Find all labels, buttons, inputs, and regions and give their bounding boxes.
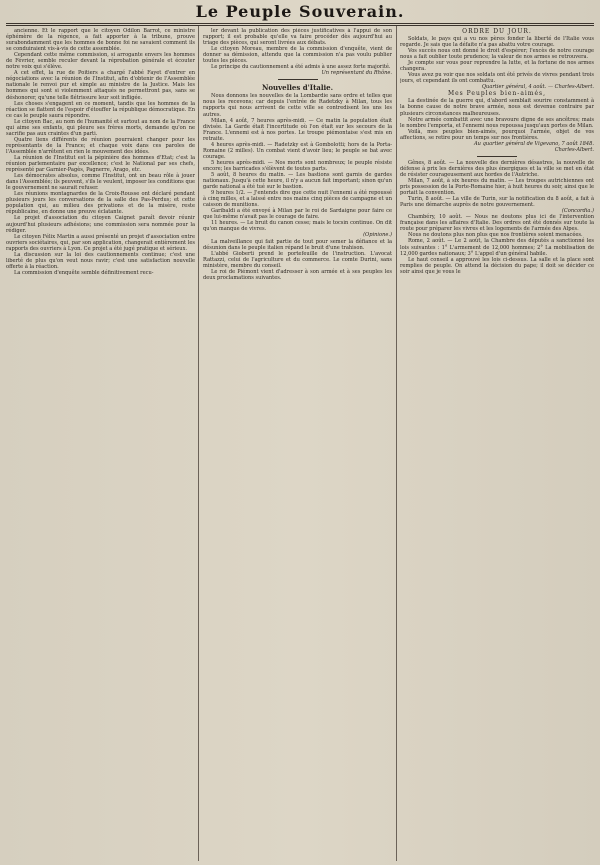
masthead-title: Le Peuple Souverain. bbox=[195, 2, 405, 21]
paragraph: Le principe du cautionnement a été admis à une assez forte majorité. bbox=[211, 64, 391, 71]
paragraph: Les démocrates absolus, comme l'Institut, ont un beau rôle à jouer dans l'Assemblée; ils peuvent, s'ils le veulent, imposer les conditions que le gouvernement ne saurait refuser. bbox=[6, 173, 195, 192]
paragraph: Vos succès nous ont donné le droit d'espérer; l'excès de notre courage nous a fait oublier toute prudence; la valeur de nos armes se retrouvera. bbox=[400, 48, 594, 61]
paragraph: Notre armée combattit avec une bravoure digne de ses ancêtres; mais le nombre l'emporta, et l'ennemi nous repoussa jusqu'aux portes de Milan. bbox=[400, 116, 594, 129]
paragraph: Le haut conseil a approuvé les lois ci-dessus. La salle et la place sont remplies de peuple. On attend la décision du pape; il doit se décider ce soir ainsi que je vous le bbox=[400, 256, 594, 275]
paragraph: L'abbé Gioberti prend le portefeuille de l'instruction. L'avocat Rattazzi, celui de l'agriculture et du commerce. Le comte Durini, sans ministère, membre du conseil. bbox=[203, 250, 392, 269]
column-divider bbox=[198, 26, 199, 861]
column-3 bbox=[400, 28, 594, 861]
paragraph: Quatre liens différents de réunion pourraient changer pour les représentants de la France; et chaque voix dans ces paroles de l'Assemblée n'arrêtent en rien le mouvement des idées. bbox=[6, 136, 195, 155]
section-rule bbox=[278, 79, 318, 80]
paragraph: ler devant la publication des pièces justificatives à l'appui de son rapport; il est probable qu'elle va faire procéder dès aujourd'hui au triage des pièces, qui seront livrées aux débats. bbox=[203, 28, 392, 47]
paragraph: Chambéry, 10 août. — Nous ne doutons plus ici de l'intervention française dans les affaires d'Italie. Des ordres ont été donnés sur toute la route pour préparer les vivres et les logements de l'armée des Alpes. bbox=[400, 214, 594, 233]
paragraph: Le roi de Piémont vient d'adresser à son armée et à ses peuples les deux proclamations suivantes. bbox=[203, 268, 392, 281]
source-credit: (Opinione.) bbox=[363, 232, 392, 239]
paragraph: Je compte sur vous pour reprendre la lutte, et la fortune de nos armes changera. bbox=[400, 60, 594, 73]
paragraph: La réunion de l'Institut est la pépinière des hommes d'Etat; c'est la réunion parlementaire par excellence; c'est le National par ses chefs, représenté par Garnier-Pagès, Pagnerre, Arago, etc. bbox=[6, 154, 195, 174]
paragraph: La discussion sur la loi des cautionnements continue; c'est une liberté de plus qu'on veut nous ravir; c'est une satisfaction nouvelle offerte à la réaction. bbox=[6, 251, 195, 270]
paragraph: ancienne. Et le rapport que le citoyen Odilon Barrot, ce ministre éphémère de la régence, a fait apporter à la tribune, prouve surabondamment que les hommes de bonne foi ne savaient comment ils se conduiraient vis-à-vis de cette assemblée. bbox=[6, 28, 195, 53]
paragraph: Le projet d'association du citoyen Caignet paraît devoir réunir aujourd'hui plusieurs adhésions; une commission sera nommée pour la rédiger. bbox=[6, 215, 195, 234]
paragraph: Rome, 2 août. — Le 2 août, la Chambre des députés a sanctionné les lois suivantes : 1° L'armement de 12,000 hommes; 2° La mobilisation de 12,000 gardes nationaux; 3° L'appel d'un général habile. bbox=[400, 238, 594, 257]
signature: Charles-Albert. bbox=[554, 146, 594, 153]
dateline: Au quartier général de Vigevano, 7 août 1848. bbox=[473, 140, 594, 147]
paragraph: 5 heures après-midi. — Nos morts sont nombreux; le peuple résiste encore; les barricades s'élèvent de toutes parts. bbox=[203, 159, 392, 172]
signature: Quartier général, 4 août. — Charles-Albert. bbox=[481, 84, 594, 91]
paragraph: A cet effet, la rue de Poitiers a chargé l'abbé Fayet d'entrer en négociations avec la réunion de l'Institut, afin d'obtenir de l'Assemblée nationale le renvoi pur et simple au ministre de la Justice. Mais les hommes qui sont si violemment attaqués ne permettront pas, sans se déshonorer, qu'une telle flétrissure leur soit infligée. bbox=[6, 70, 195, 101]
paragraph: Nous donnons les nouvelles de la Lombardie sans ordre et telles que nous les recevons; car depuis l'entrée de Radetzky à Milan, tous les rapports qui nous arrivent de cette ville se contredisent les uns les autres. bbox=[203, 93, 392, 118]
paragraph: Soldats, le pays qui a vu nos pères fonder la liberté de l'Italie vous regarde. Je sais que la défaite n'a pas abattu votre courage. bbox=[400, 36, 594, 49]
paragraph: La commission d'enquête semble définitivement recu- bbox=[14, 269, 154, 276]
paragraph: Milan, 4 août, 7 heures après-midi. — Ce matin la population était divisée. La Garde était l'incertitude où l'on était sur les secours de la France. L'ennemi est à nos portes. Le troupe piémontaise s'est mis en retraite. bbox=[203, 117, 392, 142]
section-rule bbox=[477, 156, 517, 157]
paragraph: Gênes, 8 août. — La nouvelle des dernières désastres, la nouvelle de défense à prix les dernières des plus énergiques et la ville se met en état de résister courageusement aux hordes de l'Autriche. bbox=[400, 159, 594, 178]
paragraph: 9 heures 1/2. — J'entends dire que cette nuit l'ennemi a été repoussé à cinq milles, et a laissé entre nos mains cinq pièces de campagne et un caisson de munitions. bbox=[203, 190, 392, 209]
paragraph: 4 heures après-midi. — Radetzky est à Gombolotti; hors de la Porta-Romaine (2 milles). Un combat vient d'avoir lieu; le peuple se bat avec courage. bbox=[203, 141, 392, 160]
column-1 bbox=[6, 28, 195, 861]
section-heading: Mes Peuples bien-aimés, bbox=[447, 90, 547, 98]
paragraph: Garibaldi a été envoyé à Milan par le roi de Sardaigne pour faire ce que lui-même n'avait pas le courage de faire. bbox=[203, 208, 392, 221]
paragraph: La malveillance qui fait partie de tout pour semer la défiance et la désunion dans le peuple italien répand le bruit d'une trahison. bbox=[203, 238, 392, 251]
signature: Un représentant du Rhône. bbox=[321, 70, 392, 77]
column-2 bbox=[203, 28, 392, 861]
paragraph: Cependant cette même commission, si arrogante envers les hommes de Février, semble reculer devant la réprobation générale et écouter notre voix qui s'élève. bbox=[6, 52, 195, 71]
masthead-rule-2 bbox=[6, 25, 594, 26]
paragraph: La destinée de la guerre qui, d'abord semblait sourire constamment à la bonne cause de notre brave armée, nous est devenue contraire par plusieurs circonstances malheureuses. bbox=[400, 98, 594, 117]
paragraph: Voilà, mes peuples bien-aimés, pourquoi l'armée, objet de vos affections, se retire pour un temps sur nos frontières. bbox=[400, 128, 594, 141]
paragraph: Milan, 7 août, à six heures du matin. — Les troupes autrichiennes ont pris possession de la Porte-Romaine hier, à huit heures du soir, ainsi que le portait la convention. bbox=[400, 177, 594, 197]
paragraph: Nous ne doutons plus non plus que nos frontières soient menacées. bbox=[408, 232, 583, 239]
section-heading: Nouvelles d'Italie. bbox=[261, 83, 334, 93]
paragraph: Le citoyen Félix Martin a aussi présenté un projet d'association entre ouvriers sociétaires, qui, par son application, changerait entièrement les rapports des ouvriers à Lyon. Ce projet a été jugé pratique et sérieux. bbox=[6, 233, 195, 252]
paragraph: Le citoyen Moreau, membre de la commission d'enquête, vient de donner sa démission, attendu que la commission n'a pas voulu publier toutes les pièces. bbox=[203, 46, 392, 65]
section-heading: ORDRE DU JOUR. bbox=[462, 28, 532, 35]
source-credit: (Concordia.) bbox=[561, 208, 594, 215]
paragraph: 11 heures. — Le bruit du canon cesse; mais le tocsin continue. On dit qu'on manque de vivres. bbox=[203, 220, 392, 233]
masthead-rule bbox=[6, 23, 594, 24]
column-divider bbox=[396, 26, 397, 861]
paragraph: Le citoyen Bac, au nom de l'humanité et surtout au nom de la France qui aime ses enfants, qui pleure ses frères morts, demande qu'on ne sacrifie pas aux craintes d'un parti. bbox=[6, 118, 195, 137]
paragraph: 5 août, 8 heures du matin. — Les bastions sont garnis de gardes nationaux. Jusqu'à cette heure, il n'y a aucun fait important; sinon qu'un garde national a été tué sur le bastion. bbox=[203, 171, 392, 191]
paragraph: Turin, 8 août. — La ville de Turin, sur la notification du 8 août, a fait à Paris une démarche auprès de notre gouvernement. bbox=[400, 196, 594, 209]
paragraph: Les réunions montagnardes de la Croix-Rousse ont déclaré pendant plusieurs jours les conversations de la salle des Pas-Perdus; et cette population qui, au milieu des privations et de la misère, reste républicaine, en donne une preuve éclatante. bbox=[6, 191, 195, 216]
masthead bbox=[0, 2, 600, 24]
paragraph: Vous avez pu voir que nos soldats ont été privés de vivres pendant trois jours, et cependant ils ont combattu. bbox=[400, 72, 594, 85]
paragraph: Les choses s'engagent en ce moment, tandis que les hommes de la réaction se flattent de l'espoir d'étouffer la république démocratique. En ce cas le peuple saura répondre. bbox=[6, 100, 195, 119]
